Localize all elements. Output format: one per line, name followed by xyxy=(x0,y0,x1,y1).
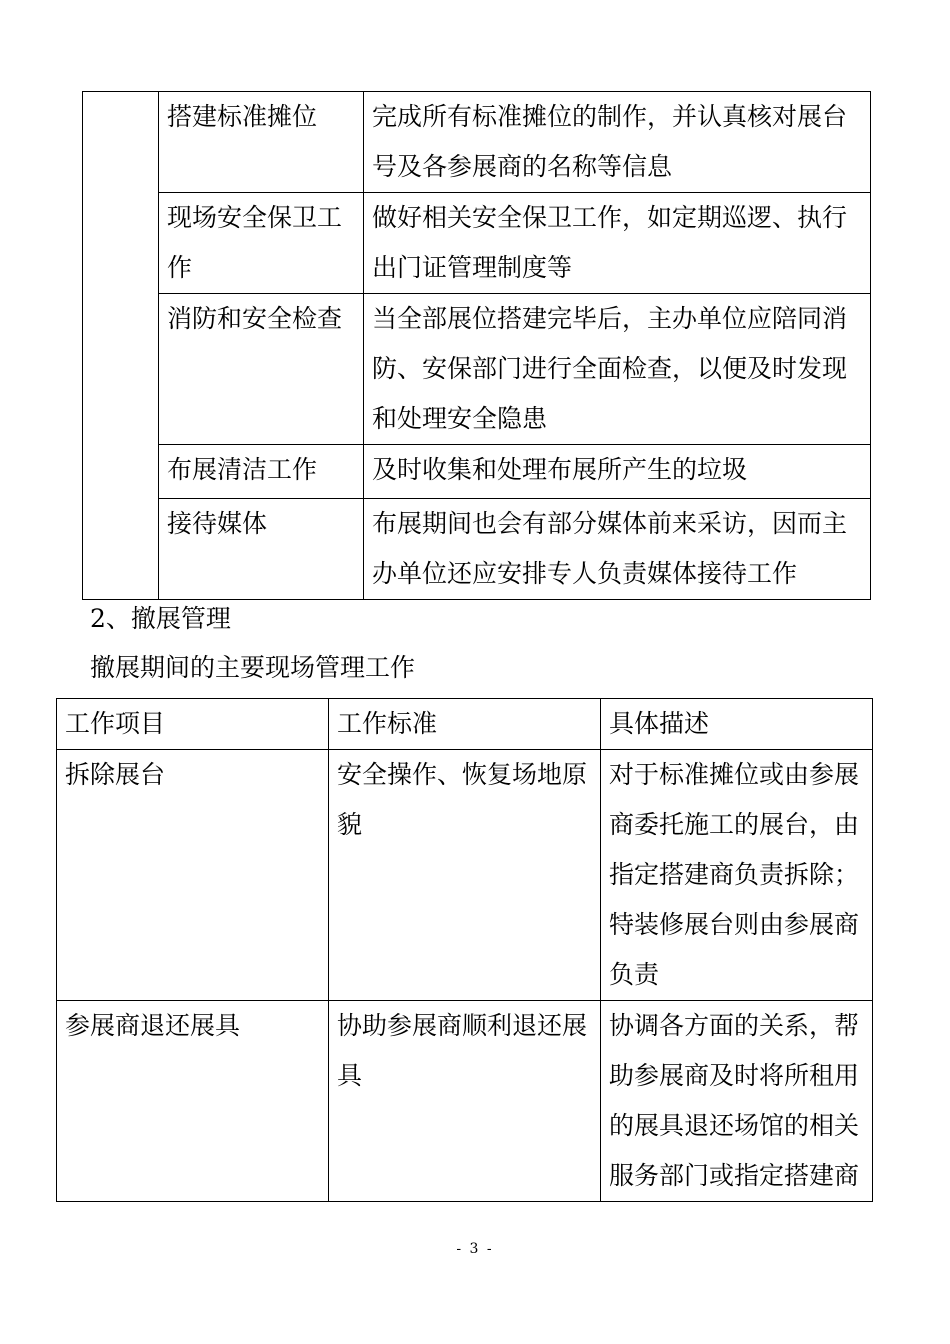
section-intro: 撤展期间的主要现场管理工作 xyxy=(90,653,416,682)
header-work-standard: 工作标准 xyxy=(329,699,601,750)
table-row xyxy=(83,193,871,294)
work-item-cell: 参展商退还展具 xyxy=(57,1001,329,1202)
merged-category-cell xyxy=(83,92,159,600)
table-row xyxy=(57,1001,873,1202)
description-cell: 当全部展位搭建完毕后，主办单位应陪同消防、安保部门进行全面检查，以便及时发现和处理安全隐患 xyxy=(364,294,871,445)
work-standard-cell: 安全操作、恢复场地原貌 xyxy=(329,750,601,1001)
table-header-row xyxy=(57,699,873,750)
description-cell: 对于标准摊位或由参展商委托施工的展台，由指定搭建商负责拆除；特装修展台则由参展商负责 xyxy=(601,750,873,1001)
section-heading: 2、撤展管理 xyxy=(90,604,231,633)
description-cell: 布展期间也会有部分媒体前来采访，因而主办单位还应安排专人负责媒体接待工作 xyxy=(364,499,871,600)
header-description: 具体描述 xyxy=(601,699,873,750)
work-item-cell: 接待媒体 xyxy=(159,499,364,600)
description-cell: 完成所有标准摊位的制作，并认真核对展台号及各参展商的名称等信息 xyxy=(364,92,871,193)
description-cell: 做好相关安全保卫工作，如定期巡逻、执行出门证管理制度等 xyxy=(364,193,871,294)
table-row xyxy=(83,499,871,600)
header-work-item: 工作项目 xyxy=(57,699,329,750)
work-item-cell: 现场安全保卫工作 xyxy=(159,193,364,294)
work-item-cell: 搭建标准摊位 xyxy=(159,92,364,193)
work-item-cell: 消防和安全检查 xyxy=(159,294,364,445)
description-cell: 及时收集和处理布展所产生的垃圾 xyxy=(364,445,871,499)
table-row xyxy=(83,92,871,193)
description-cell: 协调各方面的关系，帮助参展商及时将所租用的展具退还场馆的相关服务部门或指定搭建商 xyxy=(601,1001,873,1202)
work-item-cell: 布展清洁工作 xyxy=(159,445,364,499)
page-number: - 3 - xyxy=(456,1241,494,1257)
table-row xyxy=(57,750,873,1001)
preparation-table xyxy=(82,91,871,600)
table-row xyxy=(83,445,871,499)
table-row xyxy=(83,294,871,445)
dismantling-table xyxy=(56,698,873,1202)
work-standard-cell: 协助参展商顺利退还展具 xyxy=(329,1001,601,1202)
work-item-cell: 拆除展台 xyxy=(57,750,329,1001)
